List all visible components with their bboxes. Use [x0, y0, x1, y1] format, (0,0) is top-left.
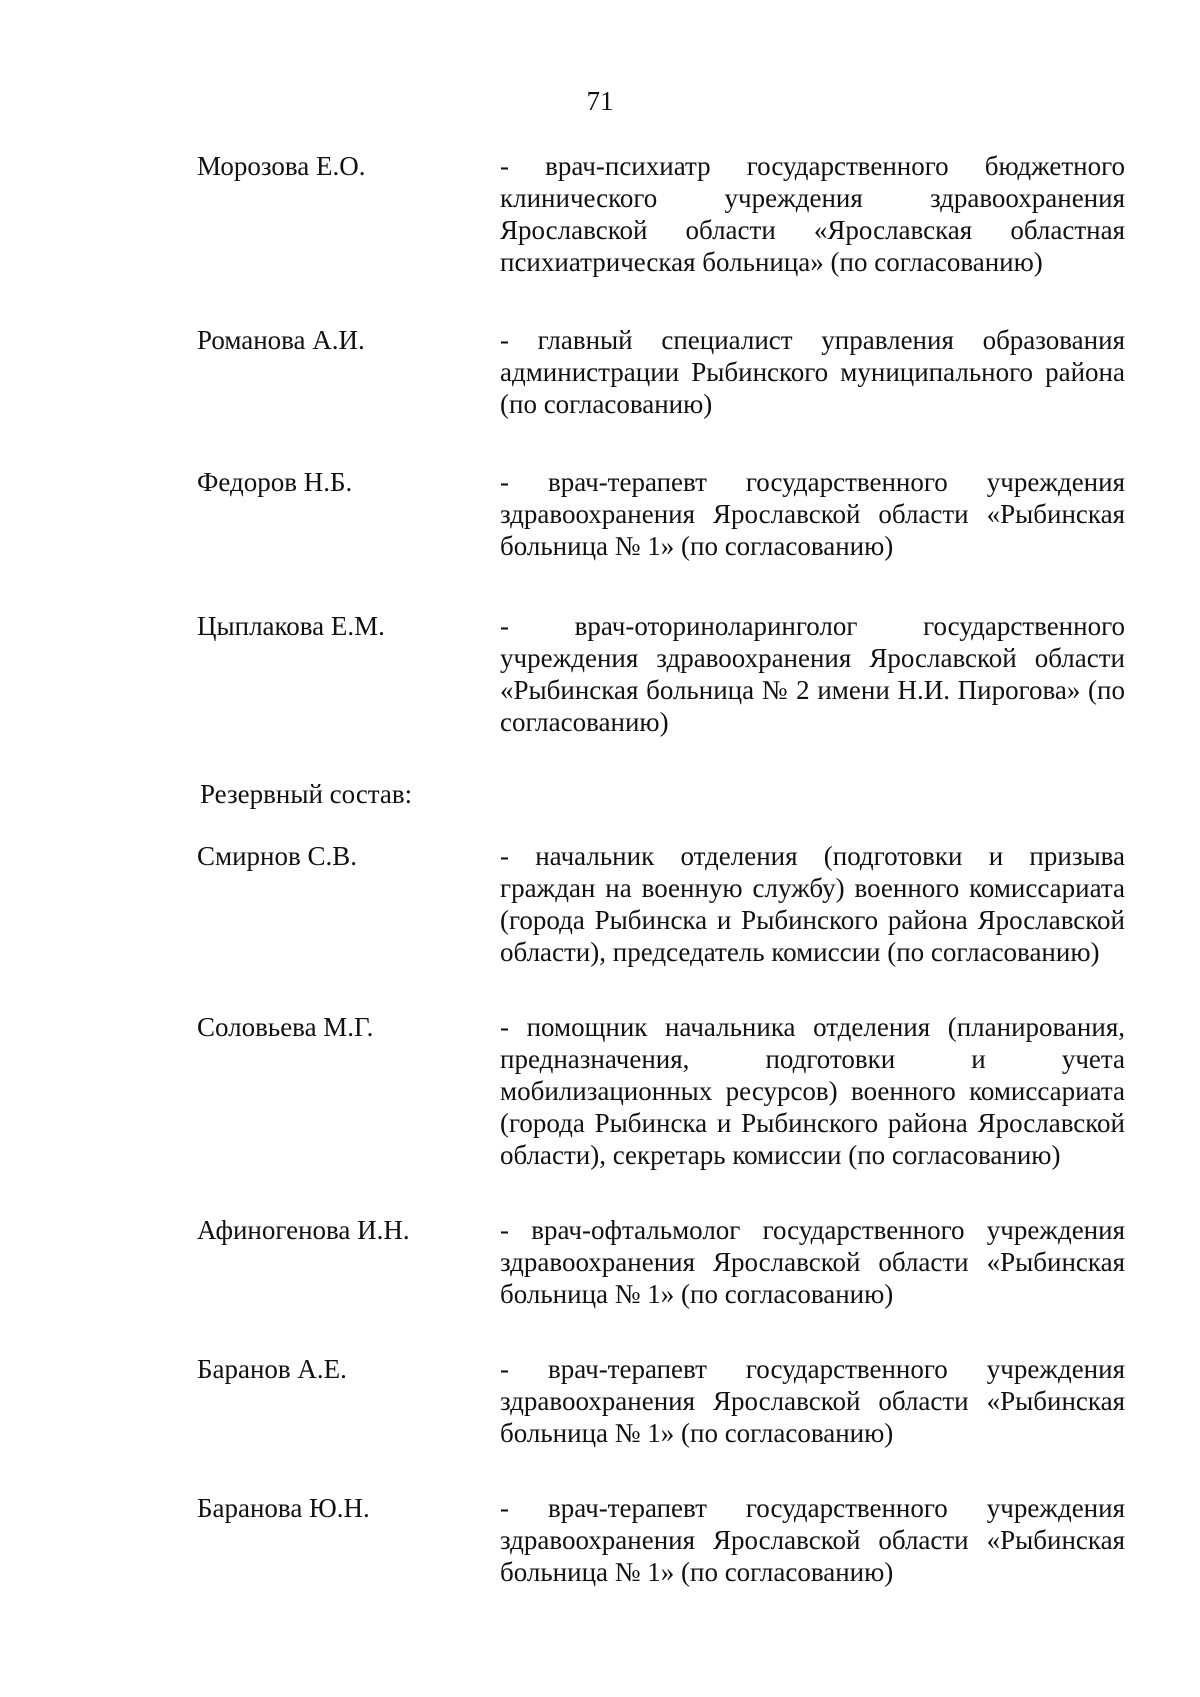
member-position: - врач-психиатр государственного бюджетного клинического учреждения здравоохранения Ярославской области «Ярославская областная психиатрическая больница» (по согласованию) — [500, 151, 1125, 277]
member-name: Цыплакова Е.М. — [197, 611, 385, 641]
member-name: Романова А.И. — [197, 325, 365, 355]
member-position: - помощник начальника отделения (планирования, предназначения, подготовки и учета мобилизационных ресурсов) военного комиссариата (города Рыбинска и Рыбинского района Ярославской области), секретарь комиссии (по согласованию) — [500, 1012, 1125, 1170]
member-entry — [197, 466, 1125, 562]
reserve-member-entry — [197, 840, 1125, 968]
member-name: Смирнов С.В. — [197, 841, 358, 871]
member-name: Федоров Н.Б. — [197, 467, 353, 497]
member-position: - главный специалист управления образования администрации Рыбинского муниципального района (по согласованию) — [500, 325, 1125, 419]
member-position: - врач-оториноларинголог государственного учреждения здравоохранения Ярославской области «Рыбинская больница № 2 имени Н.И. Пирогова» (по согласованию) — [500, 611, 1125, 737]
member-name: Морозова Е.О. — [197, 151, 366, 181]
member-position: - врач-терапевт государственного учреждения здравоохранения Ярославской области «Рыбинская больница № 1» (по согласованию) — [500, 1354, 1125, 1448]
member-position: - врач-офтальмолог государственного учреждения здравоохранения Ярославской области «Рыбинская больница № 1» (по согласованию) — [500, 1215, 1125, 1309]
member-entry — [197, 610, 1125, 738]
member-entry — [197, 150, 1125, 278]
member-name: Баранова Ю.Н. — [197, 1493, 370, 1523]
member-position: - врач-терапевт государственного учреждения здравоохранения Ярославской области «Рыбинская больница № 1» (по согласованию) — [500, 467, 1125, 561]
reserve-section-heading: Резервный состав: — [200, 779, 413, 809]
member-name: Баранов А.Е. — [197, 1354, 347, 1384]
reserve-member-entry — [197, 1214, 1125, 1310]
member-entry — [197, 324, 1125, 420]
reserve-member-entry — [197, 1492, 1125, 1588]
reserve-member-entry — [197, 1011, 1125, 1171]
member-name: Соловьева М.Г. — [197, 1012, 374, 1042]
member-position: - врач-терапевт государственного учреждения здравоохранения Ярославской области «Рыбинская больница № 1» (по согласованию) — [500, 1493, 1125, 1587]
reserve-member-entry — [197, 1353, 1125, 1449]
commission-list — [197, 150, 1125, 1588]
page-number: 71 — [586, 86, 614, 116]
member-name: Афиногенова И.Н. — [197, 1215, 410, 1245]
member-position: - начальник отделения (подготовки и призыва граждан на военную службу) военного комиссариата (города Рыбинска и Рыбинского района Ярославской области), председатель комиссии (по согласованию) — [500, 841, 1125, 967]
